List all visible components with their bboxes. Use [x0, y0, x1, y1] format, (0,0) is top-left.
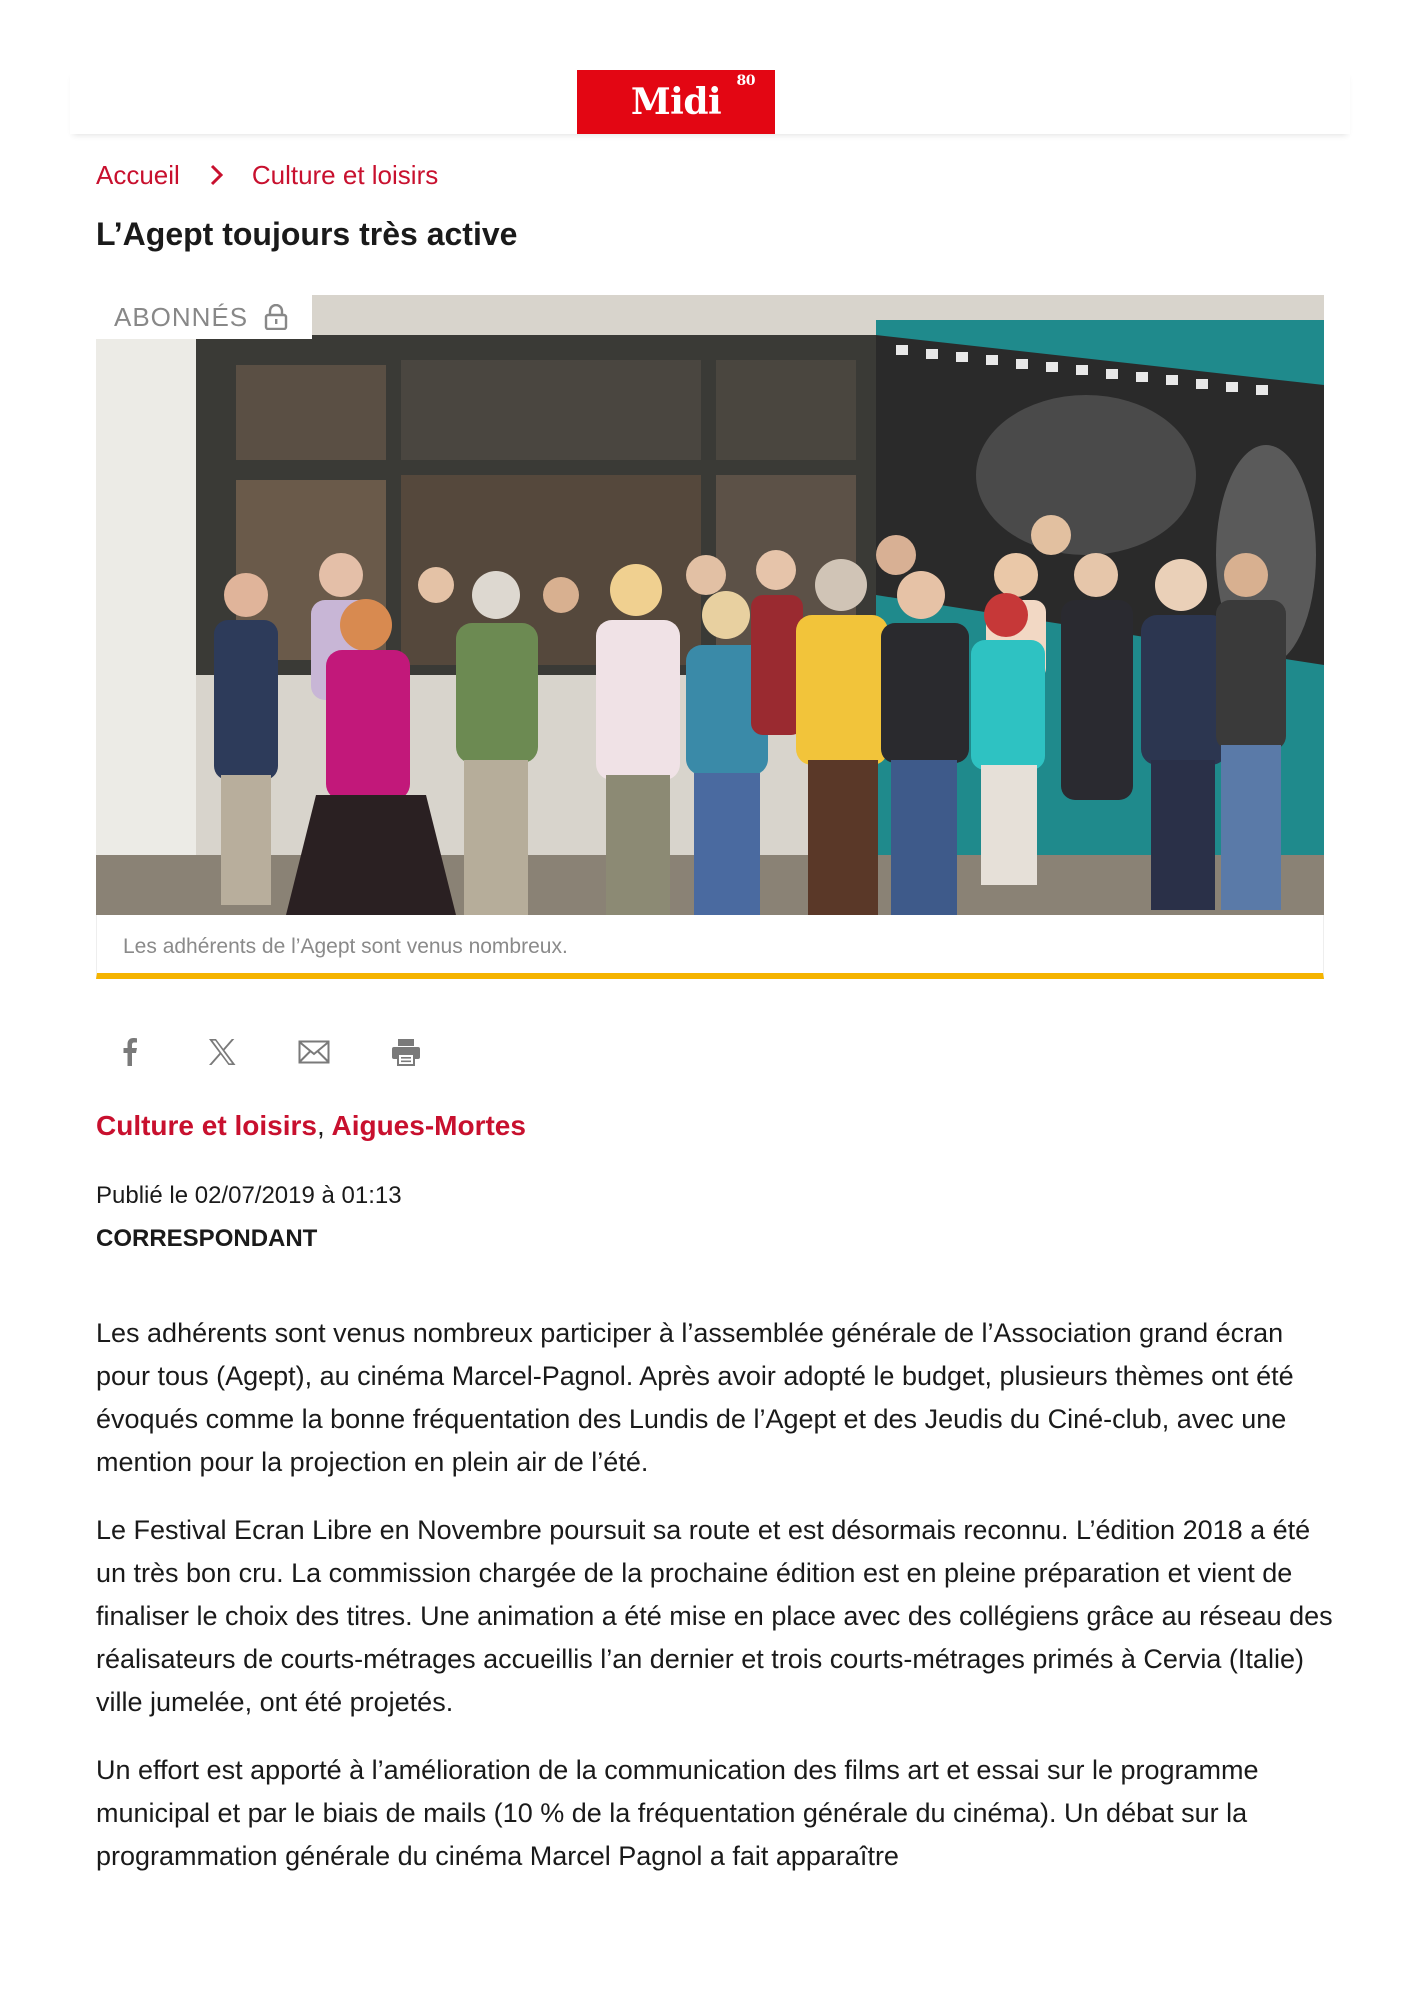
- share-bar: [114, 1036, 422, 1068]
- subscriber-badge: [96, 295, 312, 339]
- breadcrumb: [96, 158, 438, 192]
- breadcrumb-home-link[interactable]: Accueil: [96, 159, 180, 190]
- category-separator: ,: [316, 1110, 325, 1141]
- site-logo[interactable]: [577, 70, 775, 187]
- publish-date: Publié le 02/07/2019 à 01:13: [96, 1182, 402, 1209]
- lock-icon: [264, 304, 288, 330]
- article-photo[interactable]: [96, 295, 1324, 915]
- article-paragraph: Le Festival Ecran Libre en Novembre poursuit sa route et est désormais reconnu. L’édition 2018 a été un très bon cru. La commission chargée de la prochaine édition est en pleine préparation et vient de finaliser le choix des titres. Une animation a été mise en place avec des collégiens grâce au réseau des réalisateurs de courts-métrages accueillis l’an dernier et trois courts-métrages primés à Cervia (Italie) ville jumelée, ont été projetés.: [96, 1515, 1333, 1717]
- article-categories: [96, 1110, 526, 1142]
- photo-caption: Les adhérents de l’Agept sont venus nombreux.: [96, 915, 1324, 979]
- article-paragraph: Un effort est apporté à l’amélioration de la communication des films art et essai sur le programme municipal et par le biais de mails (10 % de la fréquentation générale du cinéma). Un débat sur la programmation générale du cinéma Marcel Pagnol a fait apparaître: [96, 1755, 1259, 1871]
- chevron-right-icon: [210, 164, 224, 186]
- x-icon[interactable]: [206, 1036, 238, 1068]
- logo-text: Midi Libre: [624, 81, 728, 187]
- subscriber-badge-label: ABONNÉS: [114, 301, 249, 332]
- article-author: CORRESPONDANT: [96, 1225, 318, 1252]
- logo-anniversary-badge: 80: [736, 73, 755, 89]
- facebook-icon[interactable]: [114, 1036, 146, 1068]
- print-icon[interactable]: [390, 1036, 422, 1068]
- page: [70, 70, 1350, 1950]
- article-title: L’Agept toujours très active: [96, 216, 518, 252]
- article-paragraph: Les adhérents sont venus nombreux participer à l’assemblée générale de l’Association grand écran pour tous (Agept), au cinéma Marcel-Pagnol. Après avoir adopté le budget, plusieurs thèmes ont été évoqués comme la bonne fréquentation des Lundis de l’Agept et des Jeudis du Ciné-club, avec une mention pour la projection en plein air de l’été.: [96, 1318, 1294, 1477]
- article-body: [96, 1312, 1336, 1903]
- mail-icon[interactable]: [298, 1036, 330, 1068]
- category-link-aigues-mortes[interactable]: Aigues-Mortes: [331, 1110, 526, 1141]
- breadcrumb-section-link[interactable]: Culture et loisirs: [251, 159, 439, 190]
- category-link-culture[interactable]: Culture et loisirs: [96, 1110, 317, 1141]
